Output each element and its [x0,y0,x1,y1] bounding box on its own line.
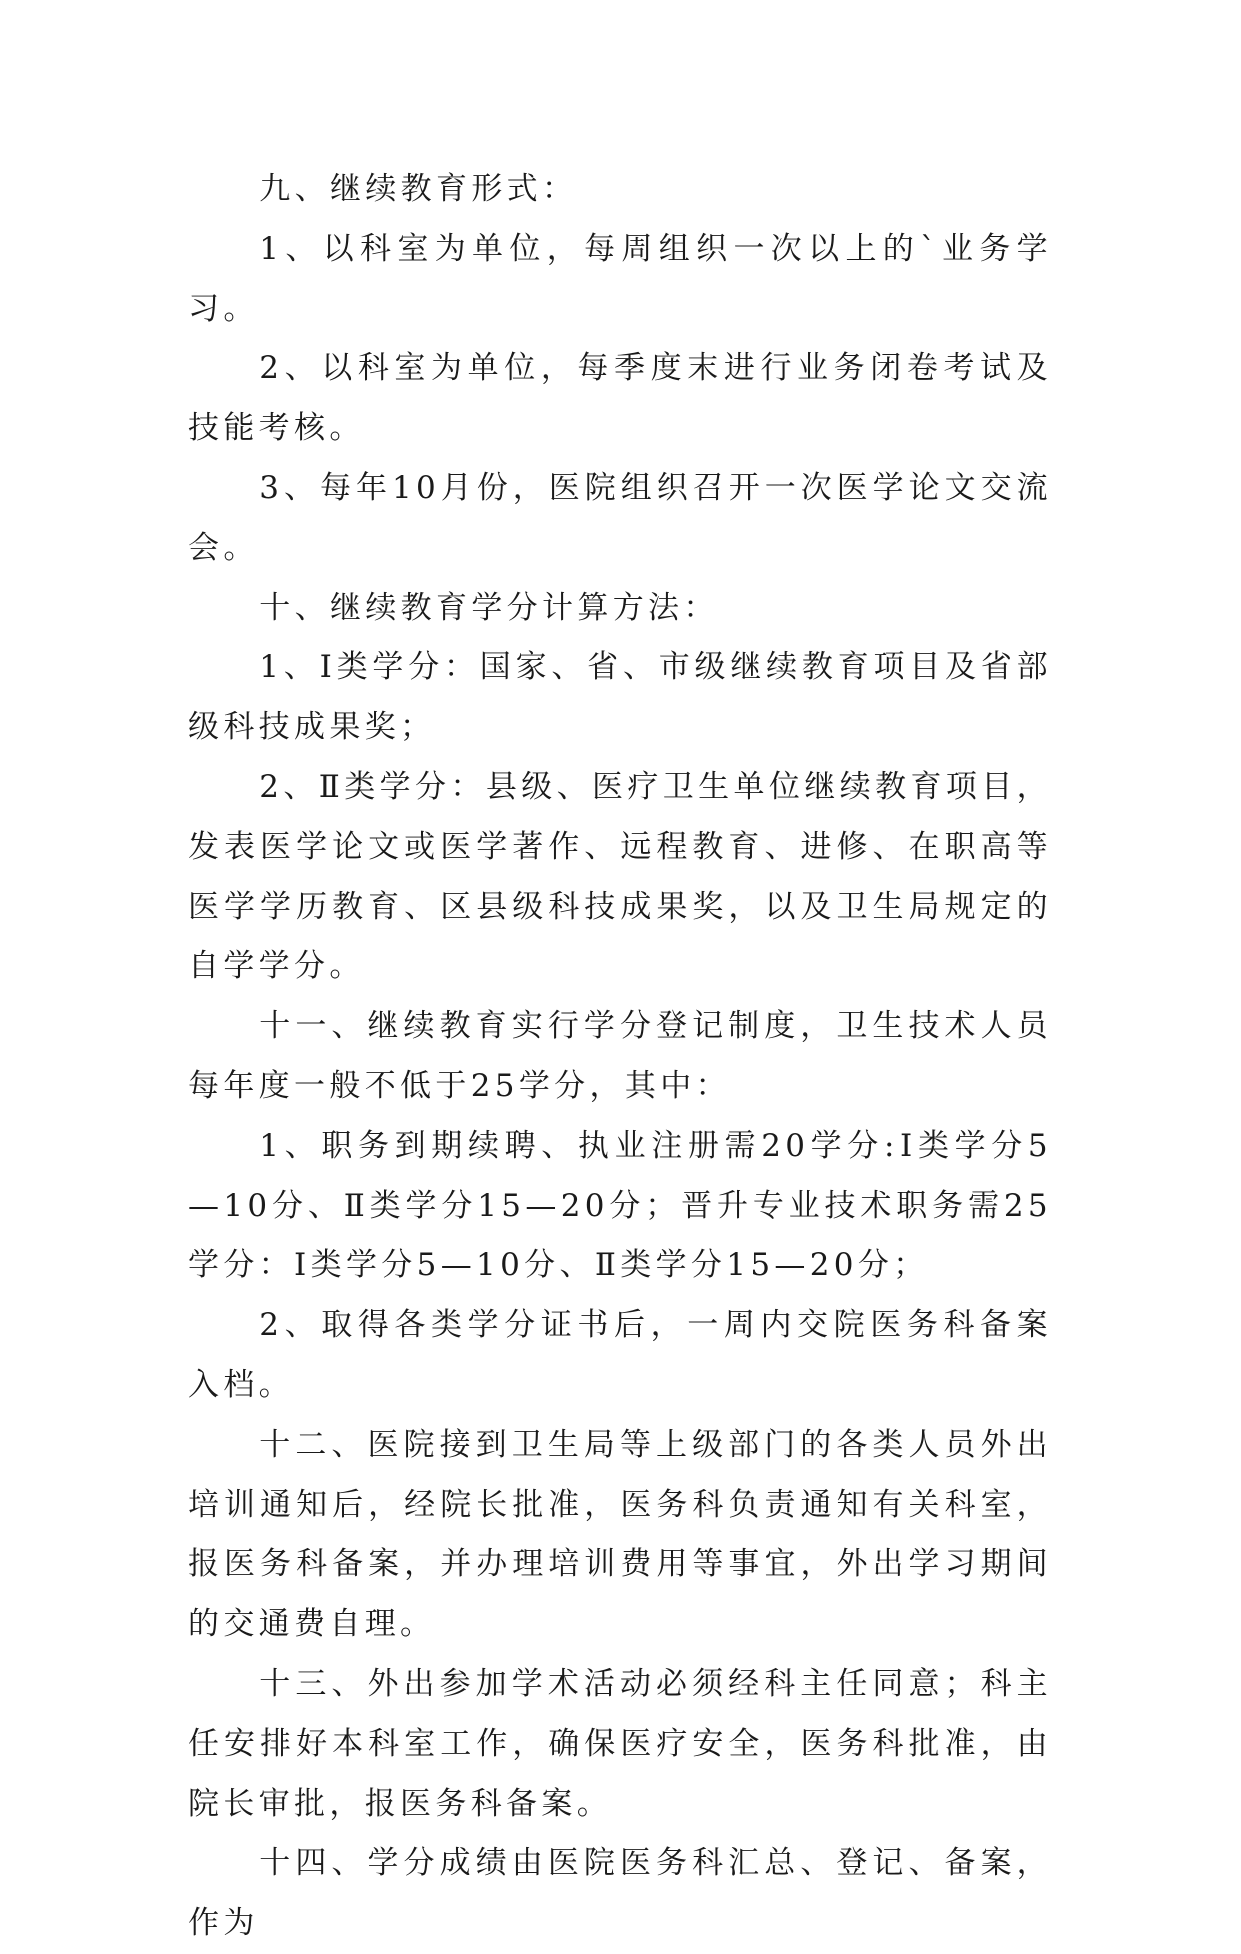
section-14-paragraph: 十四、学分成绩由医院医务科汇总、登记、备案，作为 [188,1845,1052,1942]
section-12-paragraph: 十二、医院接到卫生局等上级部门的各类人员外出培训通知后，经院长批准，医务科负责通知有关科室，报医务科备案，并办理培训费用等事宜，外出学习期间的交通费自理。 [188,1426,1052,1643]
section-10-item-1: 1、Ⅰ类学分：国家、省、市级继续教育项目及省部级科技成果奖； [188,649,1052,746]
document-page [188,160,1052,1954]
section-11-paragraph: 十一、继续教育实行学分登记制度，卫生技术人员每年度一般不低于25学分，其中： [188,1008,1052,1104]
section-9-item-2: 2、以科室为单位，每季度末进行业务闭卷考试及技能考核。 [188,350,1052,447]
section-10-item-2: 2、Ⅱ类学分：县级、医疗卫生单位继续教育项目，发表医学论文或医学著作、远程教育、进修、在职高等医学学历教育、区县级科技成果奖，以及卫生局规定的自学学分。 [188,768,1052,985]
section-9-item-1: 1、以科室为单位，每周组织一次以上的`业务学习。 [188,230,1052,327]
section-9-item-3: 3、每年10月份，医院组织召开一次医学论文交流会。 [188,469,1052,566]
section-9-heading: 九、继续教育形式： [259,171,578,207]
section-11-item-1: 1、职务到期续聘、执业注册需20学分:Ⅰ类学分5—10分、Ⅱ类学分15—20分；晋升专业技术职务需25学分：Ⅰ类学分5—10分、Ⅱ类学分15—20分； [188,1127,1052,1284]
section-13-paragraph: 十三、外出参加学术活动必须经科主任同意；科主任安排好本科室工作，确保医疗安全，医务科批准，由院长审批，报医务科备案。 [188,1665,1052,1822]
section-10-heading: 十、继续教育学分计算方法： [259,589,719,626]
section-11-item-2: 2、取得各类学分证书后，一周内交院医务科备案入档。 [188,1307,1052,1403]
